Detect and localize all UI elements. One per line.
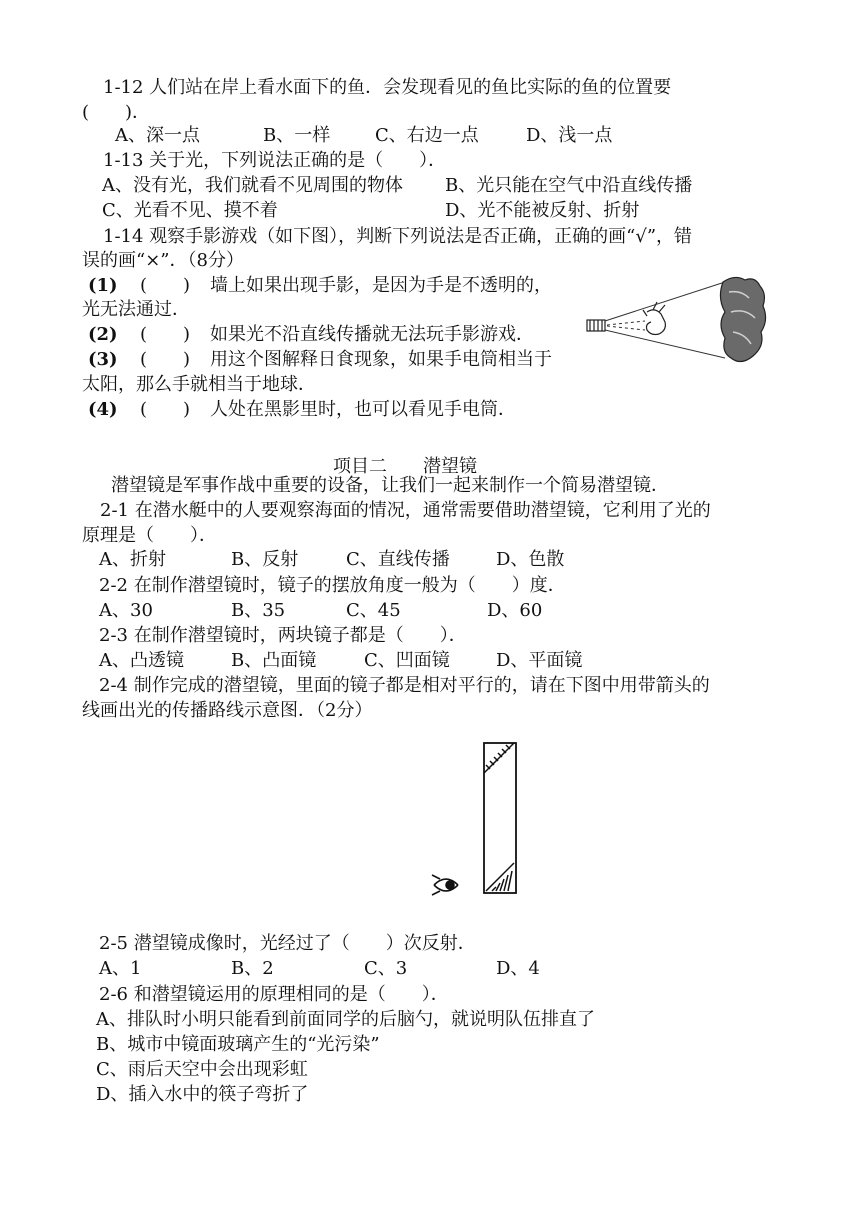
q2-2-option-d: D、60 <box>487 600 543 621</box>
q1-12-option-b: B、一样 <box>263 125 331 146</box>
q2-4-stem: 2-4 制作完成的潜望镜，里面的镜子都是相对平行的，请在下图中用带箭头的 <box>99 675 710 696</box>
q1-14-item-1-cont: 光无法通过． <box>82 299 190 320</box>
q2-6-option-d: D、插入水中的筷子弯折了 <box>96 1084 309 1105</box>
q1-12-stem: 1-12 人们站在岸上看水面下的鱼．会发现看见的鱼比实际的鱼的位置要 <box>103 77 672 98</box>
q2-3-option-d: D、平面镜 <box>496 650 583 671</box>
q2-5-option-a: A、1 <box>99 958 142 979</box>
section-intro: 潜望镜是军事作战中重要的设备，让我们一起来制作一个简易潜望镜． <box>111 475 669 496</box>
q1-14-item-4-blank: ( ) <box>140 399 191 420</box>
periscope-tube <box>484 743 516 893</box>
q1-12-option-a: A、深一点 <box>115 125 200 146</box>
q2-5-option-c: C、3 <box>364 958 408 979</box>
q2-1-option-a: A、折射 <box>99 549 166 570</box>
q1-13-option-d: D、光不能被反射、折射 <box>445 200 640 221</box>
flashlight-icon <box>587 320 605 331</box>
q1-14-item-1-text: 墙上如果出现手影，是因为手是不透明的， <box>210 275 552 296</box>
q1-14-item-2-num: (2) <box>88 324 118 345</box>
q2-2-stem: 2-2 在制作潜望镜时，镜子的摆放角度一般为（ ）度． <box>99 575 566 596</box>
q1-12-option-c: C、右边一点 <box>375 125 479 146</box>
q2-5-option-b: B、2 <box>231 958 274 979</box>
q1-14-stem: 1-14 观察手影游戏（如下图），判断下列说法是否正确，正确的画“√”，错 <box>103 226 693 247</box>
q2-1-option-c: C、直线传播 <box>346 549 450 570</box>
q1-14-item-3-text: 用这个图解释日食现象，如果手电筒相当于 <box>210 349 552 370</box>
q1-14-stem-cont: 误的画“×”．（8分） <box>82 250 244 271</box>
q2-1-stem: 2-1 在潜水艇中的人要观察海面的情况，通常需要借助潜望镜，它利用了光的 <box>100 500 711 521</box>
q1-14-item-1-num: (1) <box>88 275 118 296</box>
q1-13-stem: 1-13 关于光，下列说法正确的是（ ）． <box>103 150 447 171</box>
q1-14-item-2-text: 如果光不沿直线传播就无法玩手影游戏． <box>210 324 534 345</box>
q1-12-option-d: D、浅一点 <box>526 125 613 146</box>
q2-5-stem: 2-5 潜望镜成像时，光经过了（ ）次反射． <box>99 933 476 954</box>
q1-14-item-1-blank: ( ) <box>140 275 191 296</box>
q2-3-option-b: B、凸面镜 <box>231 650 317 671</box>
q1-14-item-3-num: (3) <box>88 349 118 370</box>
hand-shadow-illustration <box>585 272 785 372</box>
q2-6-stem: 2-6 和潜望镜运用的原理相同的是（ ）． <box>99 984 449 1005</box>
q2-2-option-a: A、30 <box>99 600 153 621</box>
eye-icon <box>432 875 458 895</box>
q1-12-blank: ( )． <box>82 102 151 123</box>
q2-6-option-c: C、雨后天空中会出现彩虹 <box>96 1059 308 1080</box>
q2-5-option-d: D、4 <box>496 958 540 979</box>
q2-6-option-b: B、城市中镜面玻璃产生的“光污染” <box>96 1034 380 1055</box>
q1-13-option-a: A、没有光，我们就看不见周围的物体 <box>102 175 403 196</box>
q1-13-option-b: B、光只能在空气中沿直线传播 <box>445 175 693 196</box>
top-mirror <box>484 743 514 773</box>
hand-icon <box>643 302 665 335</box>
q1-13-option-c: C、光看不见、摸不着 <box>102 200 278 221</box>
bottom-mirror <box>486 863 514 891</box>
q2-1-option-b: B、反射 <box>231 549 299 570</box>
q1-14-item-3-blank: ( ) <box>140 349 191 370</box>
q2-6-option-a: A、排队时小明只能看到前面同学的后脑勺，就说明队伍排直了 <box>96 1009 595 1030</box>
q2-2-option-c: C、45 <box>346 600 401 621</box>
light-beam <box>605 282 725 358</box>
q2-1-option-d: D、色散 <box>496 549 565 570</box>
q2-2-option-b: B、35 <box>231 600 286 621</box>
q2-3-stem: 2-3 在制作潜望镜时，两块镜子都是（ ）． <box>99 625 467 646</box>
q1-14-item-4-text: 人处在黑影里时，也可以看见手电筒． <box>210 399 516 420</box>
q1-14-item-4-num: (4) <box>88 399 118 420</box>
periscope-diagram <box>428 735 528 905</box>
q2-3-option-a: A、凸透镜 <box>99 650 184 671</box>
wall-shadow <box>720 277 765 361</box>
q1-14-item-3-cont: 太阳，那么手就相当于地球． <box>82 374 316 395</box>
q1-14-item-2-blank: ( ) <box>140 324 191 345</box>
q2-3-option-c: C、凹面镜 <box>364 650 450 671</box>
q2-4-stem-cont: 线画出光的传播路线示意图．（2分） <box>82 700 373 721</box>
q2-1-stem-cont: 原理是（ ）． <box>82 525 217 546</box>
section-title: 项目二 潜望镜 <box>333 456 477 477</box>
